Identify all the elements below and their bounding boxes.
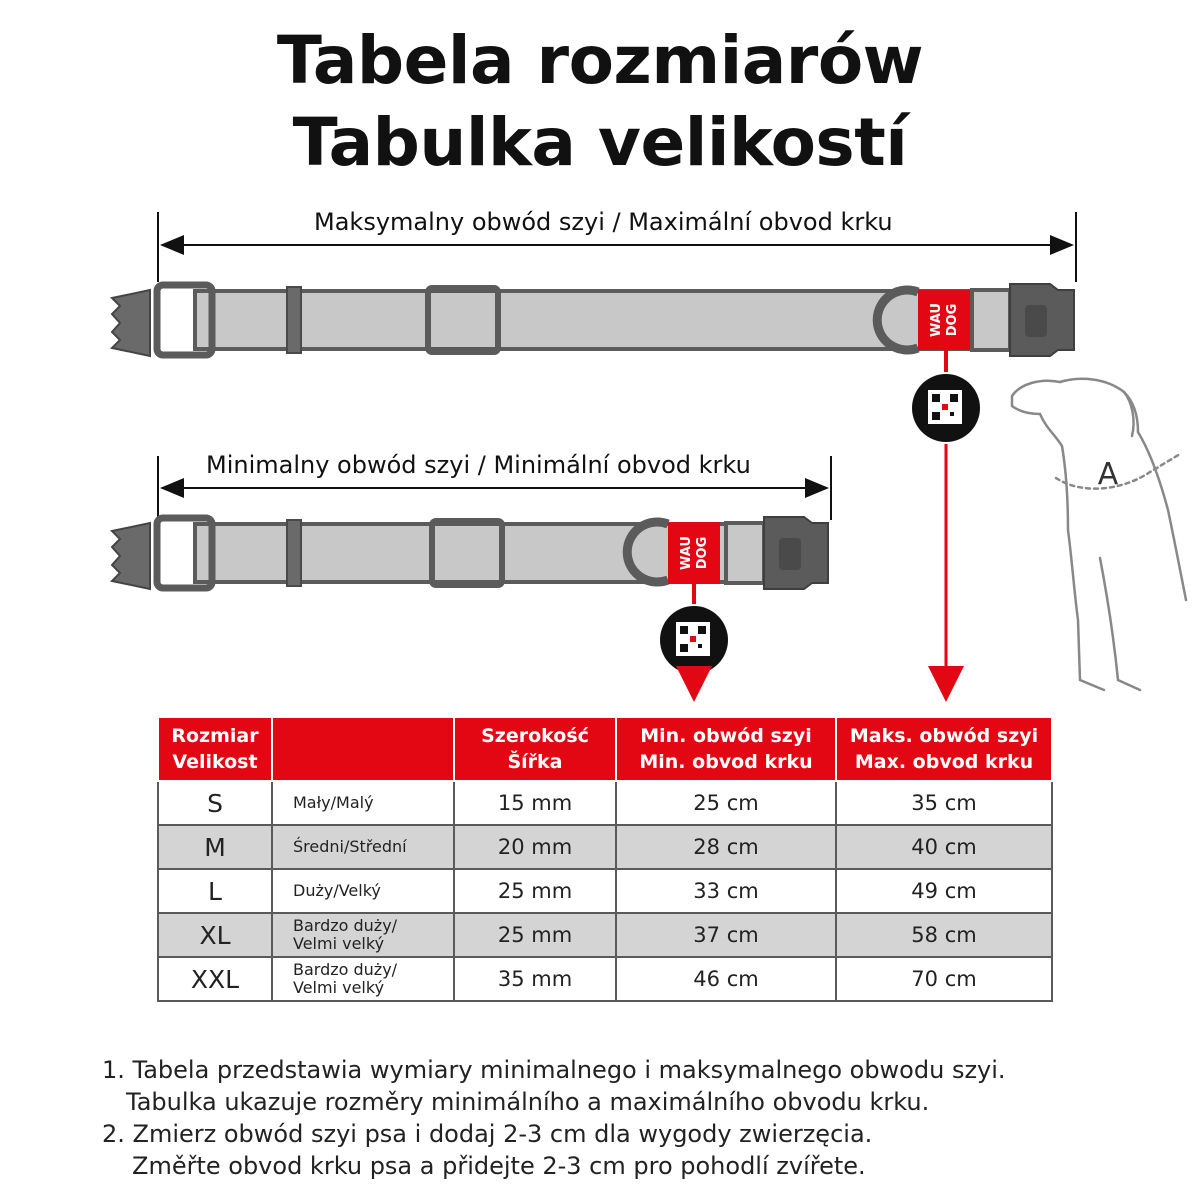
table-row (158, 957, 1052, 1001)
cell-max: 49 cm (836, 869, 1052, 913)
size-table (157, 716, 1053, 1002)
cell-max: 40 cm (836, 825, 1052, 869)
cell-description: Średni/Střední (272, 825, 454, 869)
cell-description: Duży/Velký (272, 869, 454, 913)
table-row (158, 781, 1052, 825)
header-width: Szerokość Šířka (454, 717, 616, 781)
table-row (158, 913, 1052, 957)
cell-size: XXL (158, 957, 272, 1001)
cell-width: 25 mm (454, 913, 616, 957)
note-2: 2. Zmierz obwód szyi psa i dodaj 2-3 cm dla wygody zwierzęcia. (102, 1120, 873, 1148)
note-2-translation: Změřte obvod krku psa a přidejte 2-3 cm pro pohodlí zvířete. (132, 1152, 866, 1180)
table-row (158, 825, 1052, 869)
cell-max: 70 cm (836, 957, 1052, 1001)
cell-size: M (158, 825, 272, 869)
page-title: Tabela rozmiarów (276, 22, 924, 99)
max-circumference-label: Maksymalny obwód szyi / Maximální obvod krku (314, 208, 893, 236)
cell-description: Bardzo duży/ Velmi velký (272, 913, 454, 957)
table-row (158, 869, 1052, 913)
note-1-translation: Tabulka ukazuje rozměry minimálního a maximálního obvodu krku. (126, 1088, 930, 1116)
cell-width: 25 mm (454, 869, 616, 913)
cell-max: 58 cm (836, 913, 1052, 957)
brand-label-min: WAUDOG (679, 536, 710, 570)
dog-neck-label: A (1097, 457, 1119, 492)
cell-min: 37 cm (616, 913, 836, 957)
cell-size: XL (158, 913, 272, 957)
header-size: Rozmiar Velikost (158, 717, 272, 781)
cell-max: 35 cm (836, 781, 1052, 825)
dog-outline-icon (1012, 379, 1186, 690)
note-1: 1. Tabela przedstawia wymiary minimalnego i maksymalnego obwodu szyi. (102, 1056, 1006, 1084)
cell-description: Bardzo duży/ Velmi velký (272, 957, 454, 1001)
min-circumference-label: Minimalny obwód szyi / Minimální obvod krku (206, 451, 751, 479)
cell-width: 15 mm (454, 781, 616, 825)
page-subtitle: Tabulka velikostí (292, 104, 908, 181)
cell-size: S (158, 781, 272, 825)
header-max-circumference: Maks. obwód szyi Max. obvod krku (836, 717, 1052, 781)
min-collar (112, 517, 828, 674)
cell-description: Mały/Malý (272, 781, 454, 825)
header-min-circumference: Min. obwód szyi Min. obvod krku (616, 717, 836, 781)
cell-min: 46 cm (616, 957, 836, 1001)
cell-min: 25 cm (616, 781, 836, 825)
cell-width: 35 mm (454, 957, 616, 1001)
notes-list (102, 1054, 1006, 1182)
brand-label-max: WAUDOG (929, 303, 960, 337)
cell-min: 28 cm (616, 825, 836, 869)
header-description (272, 717, 454, 781)
table-header-row (158, 717, 1052, 781)
cell-size: L (158, 869, 272, 913)
cell-min: 33 cm (616, 869, 836, 913)
cell-width: 20 mm (454, 825, 616, 869)
